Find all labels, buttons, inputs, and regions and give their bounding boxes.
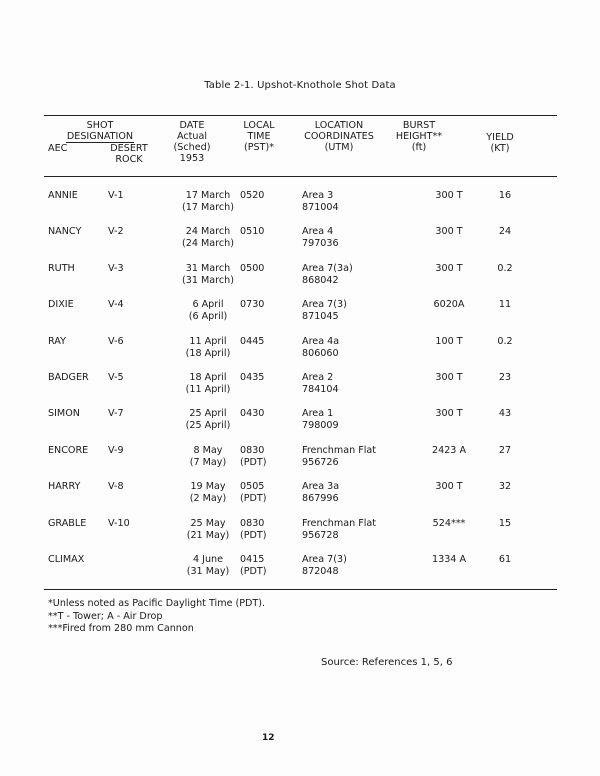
cell-date-date: 6 April — [192, 299, 224, 311]
cell-yield-yield: 32 — [498, 481, 512, 493]
cell-burst-height-burst: 1334 A — [431, 553, 467, 565]
cell-aec-aec: ANNIE — [48, 190, 78, 201]
cell-desert-rock-dr: V-2 — [108, 226, 124, 238]
cell-yield-yield: 43 — [498, 408, 512, 420]
cell-local-time-time2: (PDT) — [240, 529, 267, 541]
cell-local-time — [240, 190, 290, 202]
cell-burst-height-burst: 300 T — [435, 226, 463, 238]
cell-aec — [48, 481, 80, 493]
table-body — [44, 190, 557, 590]
cell-aec-aec: NANCY — [48, 226, 82, 238]
cell-local-time — [240, 263, 290, 275]
cell-burst-height-burst: 300 T — [435, 262, 463, 274]
cell-local-time-time: 0730 — [240, 299, 265, 311]
cell-yield-yield: 23 — [498, 371, 512, 383]
cell-yield — [484, 299, 526, 311]
cell-location-area: Area 7(3a) — [302, 262, 353, 274]
cell-aec-aec: DIXIE — [48, 299, 74, 311]
cell-yield — [484, 445, 526, 457]
cell-location-area: Frenchman Flat — [302, 517, 377, 529]
cell-yield — [484, 518, 526, 530]
cell-desert-rock — [108, 408, 124, 420]
header-desert: DESERT — [110, 143, 148, 154]
cell-burst-height — [414, 263, 484, 275]
cell-location-utm: 867996 — [302, 493, 339, 505]
header-yield — [475, 132, 525, 154]
cell-aec — [48, 408, 80, 420]
cell-local-time-time: 0430 — [240, 408, 265, 420]
cell-local-time — [240, 554, 290, 578]
cell-location-utm: 806060 — [302, 347, 339, 359]
cell-yield-yield: 11 — [498, 299, 512, 311]
cell-local-time-time: 0445 — [240, 335, 265, 347]
cell-burst-height-burst: 6020A — [433, 299, 465, 311]
cell-yield — [484, 372, 526, 384]
header-bottom-rule — [44, 176, 557, 177]
header-shot: SHOT — [86, 120, 114, 131]
cell-date-date: 4 June — [192, 553, 224, 565]
cell-desert-rock-dr: V-5 — [108, 371, 124, 383]
cell-local-time — [240, 226, 290, 238]
cell-date-sched: (11 April) — [185, 383, 231, 395]
header-shot-designation — [44, 120, 156, 165]
cell-yield — [484, 554, 526, 566]
cell-burst-height-burst: 300 T — [435, 481, 463, 493]
cell-date-date: 17 March — [185, 190, 231, 201]
cell-date-date: 8 May — [193, 444, 223, 456]
header-local-time — [232, 120, 286, 153]
cell-location — [302, 372, 422, 396]
cell-desert-rock — [108, 226, 124, 238]
cell-yield-yield: 16 — [498, 190, 512, 201]
cell-local-time-time: 0510 — [240, 226, 265, 238]
cell-desert-rock-dr: V-6 — [108, 335, 124, 347]
cell-desert-rock — [108, 299, 124, 311]
cell-burst-height — [414, 190, 484, 202]
cell-location-area: Area 2 — [302, 371, 334, 383]
cell-burst-height — [414, 554, 484, 566]
header-date-line: DATE — [179, 120, 205, 131]
cell-date-sched: (31 March) — [182, 274, 234, 286]
cell-local-time — [240, 299, 290, 311]
cell-burst-height-burst: 300 T — [435, 408, 463, 420]
cell-desert-rock — [108, 518, 130, 530]
footnote: *Unless noted as Pacific Daylight Time (PDT). — [48, 598, 266, 609]
header-yield-line: YIELD — [486, 132, 514, 143]
cell-desert-rock — [108, 445, 124, 457]
cell-location-area: Area 3a — [302, 481, 340, 493]
cell-location-utm: 798009 — [302, 420, 339, 432]
cell-burst-height — [414, 408, 484, 420]
cell-local-time-time2: (PDT) — [240, 456, 267, 468]
cell-desert-rock-dr: V-4 — [108, 299, 124, 311]
cell-local-time — [240, 372, 290, 384]
table-row — [44, 518, 557, 554]
cell-local-time — [240, 481, 290, 505]
cell-local-time-time: 0830 — [240, 444, 265, 456]
cell-yield — [484, 226, 526, 238]
cell-aec — [48, 299, 74, 311]
cell-yield-yield: 61 — [498, 553, 512, 565]
cell-burst-height-burst: 2423 A — [431, 444, 467, 456]
cell-date-sched: (24 March) — [182, 238, 234, 250]
cell-aec — [48, 445, 88, 457]
header-location-line: LOCATION — [314, 120, 364, 131]
cell-location-utm: 871045 — [302, 311, 339, 323]
cell-date-date: 25 April — [189, 408, 227, 420]
table-title: Table 2-1. Upshot-Knothole Shot Data — [204, 80, 396, 91]
cell-local-time — [240, 445, 290, 469]
cell-location — [302, 226, 422, 250]
cell-burst-height-burst: 100 T — [435, 335, 463, 347]
cell-date-sched: (21 May) — [186, 529, 230, 541]
cell-date-date: 19 May — [190, 481, 226, 493]
header-time-line: LOCAL — [243, 120, 275, 131]
cell-aec — [48, 336, 66, 348]
cell-desert-rock — [108, 336, 124, 348]
cell-date-sched: (25 April) — [185, 420, 231, 432]
cell-yield — [484, 263, 526, 275]
cell-location — [302, 299, 422, 323]
table-row — [44, 299, 557, 335]
cell-aec — [48, 372, 89, 384]
cell-location — [302, 263, 422, 287]
table-bottom-rule — [44, 589, 557, 590]
cell-aec-aec: ENCORE — [48, 444, 89, 456]
header-burst-line: BURST — [402, 120, 436, 131]
cell-yield-yield: 0.2 — [497, 335, 513, 347]
cell-local-time-time2: (PDT) — [240, 493, 267, 505]
cell-location — [302, 554, 422, 578]
header-aec: AEC — [48, 143, 68, 154]
cell-local-time-time: 0505 — [240, 481, 265, 493]
cell-burst-height-burst: 524*** — [432, 517, 466, 529]
cell-date-sched: (18 April) — [185, 347, 231, 359]
header-date — [160, 120, 224, 164]
cell-aec — [48, 190, 78, 202]
cell-desert-rock-dr: V-3 — [108, 262, 124, 274]
header-yield-line: (KT) — [490, 143, 510, 154]
cell-desert-rock-dr: V-1 — [108, 190, 124, 201]
header-location-line: COORDINATES — [304, 131, 374, 142]
cell-aec — [48, 226, 81, 238]
cell-aec-aec: RAY — [48, 335, 66, 347]
header-burst-line: (ft) — [411, 142, 427, 153]
cell-local-time — [240, 336, 290, 348]
header-burst-height — [384, 120, 454, 153]
cell-date-date: 11 April — [189, 335, 227, 347]
header-location — [296, 120, 382, 153]
header-time-line: TIME — [247, 131, 271, 142]
cell-aec — [48, 518, 86, 530]
cell-desert-rock — [108, 481, 124, 493]
cell-aec-aec: GRABLE — [48, 517, 87, 529]
header-rock: ROCK — [115, 154, 143, 165]
cell-local-time-time: 0415 — [240, 553, 265, 565]
cell-location-area: Area 7(3) — [302, 299, 347, 311]
cell-location-area: Area 4a — [302, 335, 340, 347]
cell-aec-aec: HARRY — [48, 481, 81, 493]
cell-yield-yield: 0.2 — [497, 262, 513, 274]
cell-aec-aec: SIMON — [48, 408, 80, 420]
cell-location-utm: 956726 — [302, 456, 339, 468]
table-row — [44, 263, 557, 299]
cell-desert-rock — [108, 190, 124, 202]
header-date-line: 1953 — [179, 153, 205, 164]
cell-location — [302, 336, 422, 360]
source-note: Source: References 1, 5, 6 — [321, 657, 453, 668]
cell-burst-height — [414, 445, 484, 457]
cell-local-time-time: 0500 — [240, 262, 265, 274]
table-row — [44, 372, 557, 408]
cell-date-sched: (31 May) — [186, 565, 230, 577]
cell-date-date: 25 May — [190, 517, 226, 529]
cell-date-sched: (7 May) — [189, 456, 227, 468]
footnote: **T - Tower; A - Air Drop — [48, 610, 163, 622]
cell-burst-height-burst: 300 T — [435, 190, 463, 201]
cell-local-time — [240, 518, 290, 542]
header-date-line: (Sched) — [173, 142, 211, 153]
cell-aec-aec: RUTH — [48, 262, 75, 274]
table-top-rule — [44, 115, 557, 116]
cell-location-area: Area 7(3) — [302, 553, 347, 565]
cell-yield-yield: 27 — [498, 444, 512, 456]
page-number: 12 — [262, 733, 275, 743]
cell-desert-rock — [108, 372, 124, 384]
cell-burst-height — [414, 372, 484, 384]
cell-aec-aec: BADGER — [48, 371, 89, 383]
cell-location — [302, 518, 422, 542]
cell-local-time-time2: (PDT) — [240, 565, 267, 577]
cell-local-time-time: 0520 — [240, 190, 265, 201]
cell-burst-height — [414, 299, 484, 311]
cell-burst-height-burst: 300 T — [435, 371, 463, 383]
cell-date-sched: (17 March) — [182, 202, 234, 213]
cell-desert-rock-dr: V-8 — [108, 481, 124, 493]
cell-date-date: 18 April — [189, 371, 227, 383]
cell-location-utm: 784104 — [302, 383, 339, 395]
cell-location-utm: 956728 — [302, 529, 339, 541]
cell-yield — [484, 481, 526, 493]
cell-yield-yield: 15 — [498, 517, 512, 529]
cell-burst-height — [414, 336, 484, 348]
table-row — [44, 226, 557, 262]
cell-local-time — [240, 408, 290, 420]
cell-yield — [484, 190, 526, 202]
table-row — [44, 408, 557, 444]
cell-desert-rock-dr: V-7 — [108, 408, 124, 420]
cell-location-area: Area 1 — [302, 408, 334, 420]
cell-location-utm: 797036 — [302, 238, 339, 250]
cell-location-area: Frenchman Flat — [302, 444, 377, 456]
cell-burst-height — [414, 518, 484, 530]
header-location-line: (UTM) — [324, 142, 354, 153]
cell-yield — [484, 336, 526, 348]
header-burst-line: HEIGHT** — [395, 131, 443, 142]
header-time-line: (PST)* — [243, 142, 275, 153]
cell-desert-rock-dr: V-10 — [108, 517, 130, 529]
cell-local-time-time: 0435 — [240, 371, 265, 383]
header-date-line: Actual — [176, 131, 208, 142]
cell-local-time-time: 0830 — [240, 517, 265, 529]
header-designation: DESIGNATION — [66, 131, 134, 142]
table-row — [44, 190, 557, 226]
cell-location — [302, 445, 422, 469]
footnotes — [48, 598, 265, 636]
cell-location-utm: 871004 — [302, 202, 339, 213]
cell-location-area: Area 4 — [302, 226, 334, 238]
header-desert-rock — [104, 143, 154, 165]
footnote: ***Fired from 280 mm Cannon — [48, 623, 194, 634]
cell-aec — [48, 554, 84, 566]
cell-burst-height — [414, 481, 484, 493]
table-row — [44, 336, 557, 372]
cell-date-sched: (2 May) — [189, 493, 227, 505]
table-row — [44, 445, 557, 481]
cell-location-area: Area 3 — [302, 190, 334, 201]
cell-location — [302, 408, 422, 432]
cell-desert-rock — [108, 263, 124, 275]
cell-location-utm: 872048 — [302, 565, 339, 577]
cell-aec-aec: CLIMAX — [48, 553, 85, 565]
cell-location — [302, 481, 422, 505]
cell-location — [302, 190, 422, 214]
cell-date-date: 24 March — [185, 226, 231, 238]
cell-yield-yield: 24 — [498, 226, 512, 238]
table-row — [44, 554, 557, 590]
cell-date-sched: (6 April) — [188, 311, 228, 323]
cell-yield — [484, 408, 526, 420]
cell-desert-rock-dr: V-9 — [108, 444, 124, 456]
cell-date-date: 31 March — [185, 262, 231, 274]
cell-aec — [48, 263, 75, 275]
table-row — [44, 481, 557, 517]
cell-location-utm: 868042 — [302, 274, 339, 286]
cell-burst-height — [414, 226, 484, 238]
